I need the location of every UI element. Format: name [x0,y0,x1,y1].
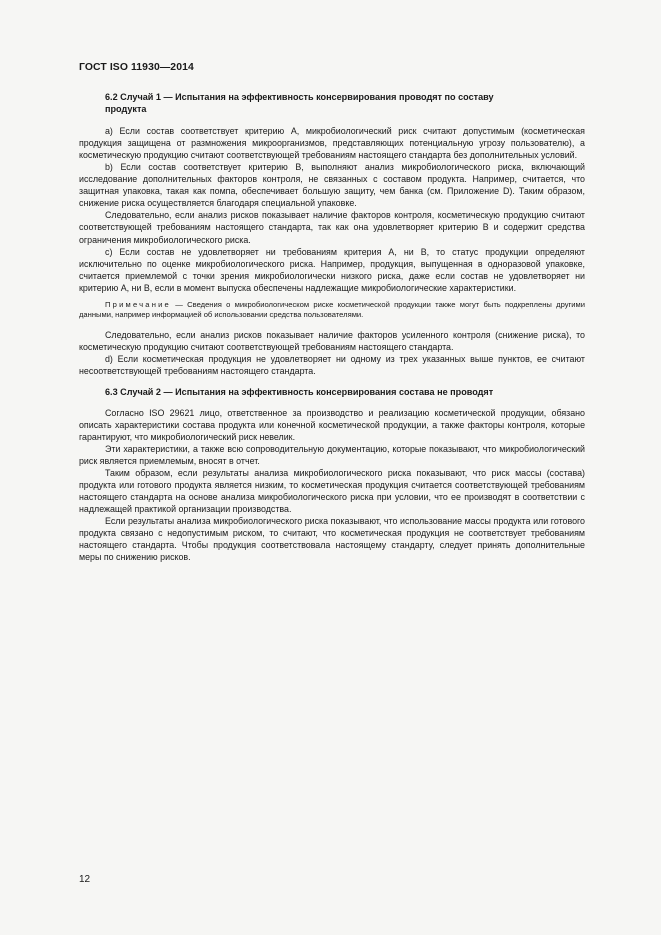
paragraph-6-3-1: Согласно ISO 29621 лицо, ответственное за производство и реализацию косметической продукции, обязано описать характеристики состава продукта или конечной косметической продукции, а также факторы контроля, которые гарантируют, что микробиологический риск невелик. [79,407,585,442]
paragraph-consequently-2: Следовательно, если анализ рисков показывает наличие факторов усиленного контроля (снижение риска), то косметическую продукцию считают соответствующей требованиям настоящего стандарта. [79,329,585,352]
document-body [79,91,585,563]
paragraph-consequently-1: Следовательно, если анализ рисков показывает наличие факторов контроля, косметическую продукцию считают соответствующей требованиям настоящего стандарта, так как она удовлетворяет критерию В и содержит средства ограничения микробиологического риска. [79,210,585,245]
paragraph-d: d) Если косметическая продукция не удовлетворяет ни одному из трех указанных выше пунктов, ее считают несоответствующей требованиям настоящего стандарта. [79,353,585,376]
note-text: — Сведения о микробиологическом риске косметической продукции также могут быть подкреплены другими данными, например информацией об использовании средства пользователями. [79,299,585,320]
document-header: ГОСТ ISO 11930—2014 [79,62,194,73]
section-6-3-title: 6.3 Случай 2 — Испытания на эффективность консервирования состава не проводят [105,386,494,397]
paragraph-b: b) Если состав соответствует критерию В, выполняют анализ микробиологического риска, включающий исследование дополнительных факторов контроля, не связанных с составом продукта. Например, считается, что защитная упаковка, такая как помпа, обеспечивает большую защиту, чем банка (см. Приложение D). Таким образом, снижение риска осуществляется благодаря специальной упаковке. [79,162,585,209]
paragraph-6-3-2: Эти характеристики, а также всю сопроводительную документацию, которые показывают, что микробиологический риск является приемлемым, вносят в отчет. [79,443,585,466]
paragraph-c: c) Если состав не удовлетворяет ни требованиям критерия А, ни В, то статус продукции определяют исключительно по оценке микробиологического риска. Например, продукция, выпущенная в одноразовой упаковке, считается приемлемой с точки зрения микробиологически низкого риска, даже если состав не удовлетворяет ни критерию А, ни В, если в момент выпуска обеспечены надлежащие микробиологические характеристики. [79,246,585,293]
note-label: Примечание [105,299,171,309]
paragraph-6-3-3: Таким образом, если результаты анализа микробиологического риска показывают, что риск массы (состава) продукта или готового продукта является низким, то косметическая продукция считается соответствующей требованиям настоящего стандарта на основе анализа микробиологического риска при условии, что ее производят в соответствии с надлежащей практикой организации производства. [79,468,585,515]
note [79,300,585,321]
paragraph-6-3-4: Если результаты анализа микробиологического риска показывают, что использование массы продукта или готового продукта связано с недопустимым риском, то считают, что косметическая продукция не соответствует требованиям настоящего стандарта. Чтобы продукция соответствовала настоящему стандарту, следует принять дополнительные меры по снижению рисков. [79,516,585,563]
paragraph-a: a) Если состав соответствует критерию А, микробиологический риск считают допустимым (косметическая продукция защищена от размножения микроорганизмов, представляющих потенциальную угрозу пользователю), а косметическую продукцию считают соответствующей требованиям настоящего стандарта без дополнительных условий. [79,126,585,161]
section-6-2-title: 6.2 Случай 1 — Испытания на эффективность консервирования проводят по составу продукта [105,92,494,115]
page-number: 12 [79,874,91,885]
